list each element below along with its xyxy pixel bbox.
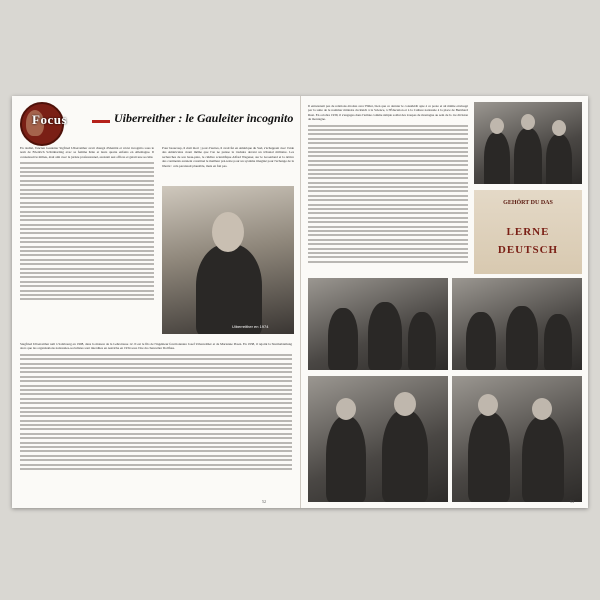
left-column-paragraph: En réalité, l'ancien Gauleiter Sigfried Uiberreither avait changé d'identité et vécut incognito sous le nom de Friedrich Schönharting avec sa femme Käte et leurs quatre enfants en Allemagne. Il connaissait le milieu, était ami avec le juriste professionnel, assistait aux offices et gérait une société. (20, 146, 154, 159)
poster-headline: GEHÖRT DU DAS (503, 200, 553, 206)
left-page (12, 96, 301, 508)
portrait-photo (162, 186, 294, 334)
article-title: Uiberreither : le Gauleiter incognito (114, 111, 294, 125)
left-bottom-text (20, 342, 292, 472)
right-page (300, 96, 588, 508)
page-number-right: 53 (570, 499, 574, 504)
meeting-photo (452, 278, 582, 370)
propaganda-poster (474, 190, 582, 274)
poster-deutsch: DEUTSCH (497, 244, 559, 256)
photo-caption: Uiberreither en 1974 (232, 324, 269, 329)
focus-label: Focus (32, 112, 67, 127)
title-divider (92, 120, 110, 123)
text-lines (308, 125, 468, 263)
left-column-text (20, 146, 154, 303)
uniform-photo (452, 376, 582, 502)
salute-photo (308, 376, 448, 502)
text-lines (20, 354, 292, 470)
poster-lerne: LERNE (506, 226, 550, 238)
page-number-left: 52 (262, 499, 266, 504)
parade-photo (308, 278, 448, 370)
right-column-text (308, 104, 468, 265)
officers-photo (474, 102, 582, 184)
right-column-paragraph: Il entretenait pas de relations étroites avec Hitler, bien que ce dernier le considérât apte à ce poste et ait même envisagé par la suite de le nommer ministre du Reich à la Science, à l'Éducation et à la Culture nationale à la place de Bernhard Rust. En octobre 1939, il s'engagea dans l'armée comme simple soldat des troupes de montagne au sein de la 1re division de montagne. (308, 104, 468, 122)
intro-text: Pour beaucoup, il était mort ; pour d'autres, il avait fui en Amérique du Sud, s'échappant avec l'aide des Américains avant même que l'on ne puisse le traduire devant un tribunal militaire. Les recherches de son beau-père, le célèbre scientifique Alfred Wegener, sur le Groenland et la dérive des continents auraient constitué le meilleur pré-texte pour un système imaginé pour l'échange de la liberté : cela paraissait plausible, mais en fait pas. (162, 146, 294, 168)
magazine-spread (12, 96, 588, 508)
biography-paragraph: Siegfried Uiberreither naît à Salzbourg en 1908, dans la maison de la Lehrstrasse 12. Il est le fils de l'ingénieur fonctionnaire Josef Uiberreither et de Marianne Preen. En 1938, il rejoint la Sturmabteilung alors que les organisations nationales-socialistes sont interdites en Autriche en 1934 sous l'ère du chancelier Dollfuss. (20, 342, 292, 351)
intro-paragraph (162, 146, 294, 168)
text-lines (20, 162, 154, 300)
